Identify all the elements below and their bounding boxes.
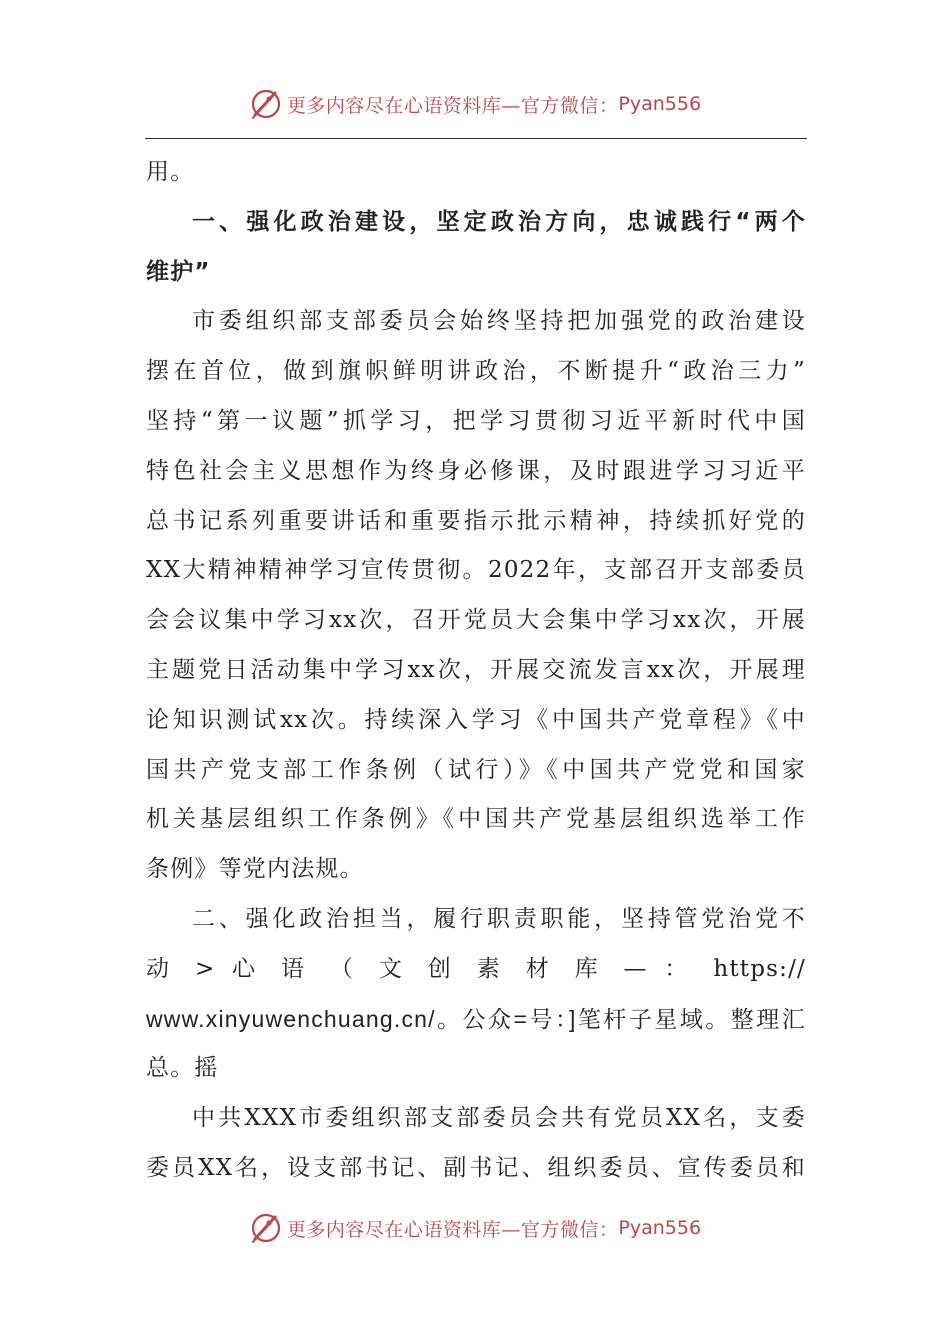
footer-banner (0, 1208, 950, 1248)
text-line: 总。摇 (146, 1055, 219, 1082)
text-line: 机关基层组织工作条例》《中国共产党基层组织选举工作 (146, 806, 806, 833)
text-line: 坚持“第一议题”抓学习，把学习贯彻习近平新时代中国 (146, 407, 806, 434)
text-line: 中共XXX市委组织部支部委员会共有党员XX名，支委 (192, 1105, 806, 1132)
watermark-line: 动 > 心 语 （ 文 创 素 材 库 — ： https:// (146, 955, 806, 982)
wechat-id: Pyan556 (618, 1217, 702, 1239)
text-line: 委员XX名，设支部书记、副书记、组织委员、宣传委员和 (146, 1154, 806, 1181)
wechat-id: Pyan556 (618, 93, 702, 115)
text-line: 国共产党支部工作条例（试行）》《中国共产党党和国家 (146, 756, 806, 783)
banner-text: 更多内容尽在心语资料库—官方微信： (286, 1218, 619, 1241)
section-heading: 一、强化政治建设，坚定政治方向，忠诚践行“两个 (192, 208, 806, 235)
url-line: www.xinyuwenchuang.cn/。公众=号：]笔杆子星域。整理汇 (146, 1005, 806, 1032)
text-line: 特色社会主义思想作为终身必修课，及时跟进学习习近平 (146, 457, 806, 484)
text-line: 用。 (146, 159, 195, 185)
text-line: 主题党日活动集中学习xx次，开展交流发言xx次，开展理 (146, 656, 806, 683)
text-line: 摆在首位，做到旗帜鲜明讲政治，不断提升“政治三力” (146, 358, 806, 385)
pen-seal-logo-icon (249, 1211, 283, 1245)
header-banner (0, 84, 950, 124)
text-line: 市委组织部支部委员会始终坚持把加强党的政治建设 (192, 308, 806, 335)
text-line: 论知识测试xx次。持续深入学习《中国共产党章程》《中 (146, 706, 806, 733)
text-line: 总书记系列重要讲话和重要指示批示精神，持续抓好党的 (146, 507, 806, 534)
section-heading-2: 二、强化政治担当，履行职责职能，坚持管党治党不 (192, 905, 806, 932)
section-heading-cont: 维护” (146, 258, 211, 285)
text-line: 会会议集中学习xx次，召开党员大会集中学习xx次，开展 (146, 607, 806, 634)
header-divider (145, 138, 807, 139)
pen-seal-logo-icon (249, 87, 283, 121)
text-line: 条例》等党内法规。 (146, 856, 364, 883)
text-line: XX大精神精神学习宣传贯彻。2022年，支部召开支部委员 (146, 557, 806, 584)
banner-text: 更多内容尽在心语资料库—官方微信： (286, 94, 619, 117)
document-body (146, 148, 806, 1194)
